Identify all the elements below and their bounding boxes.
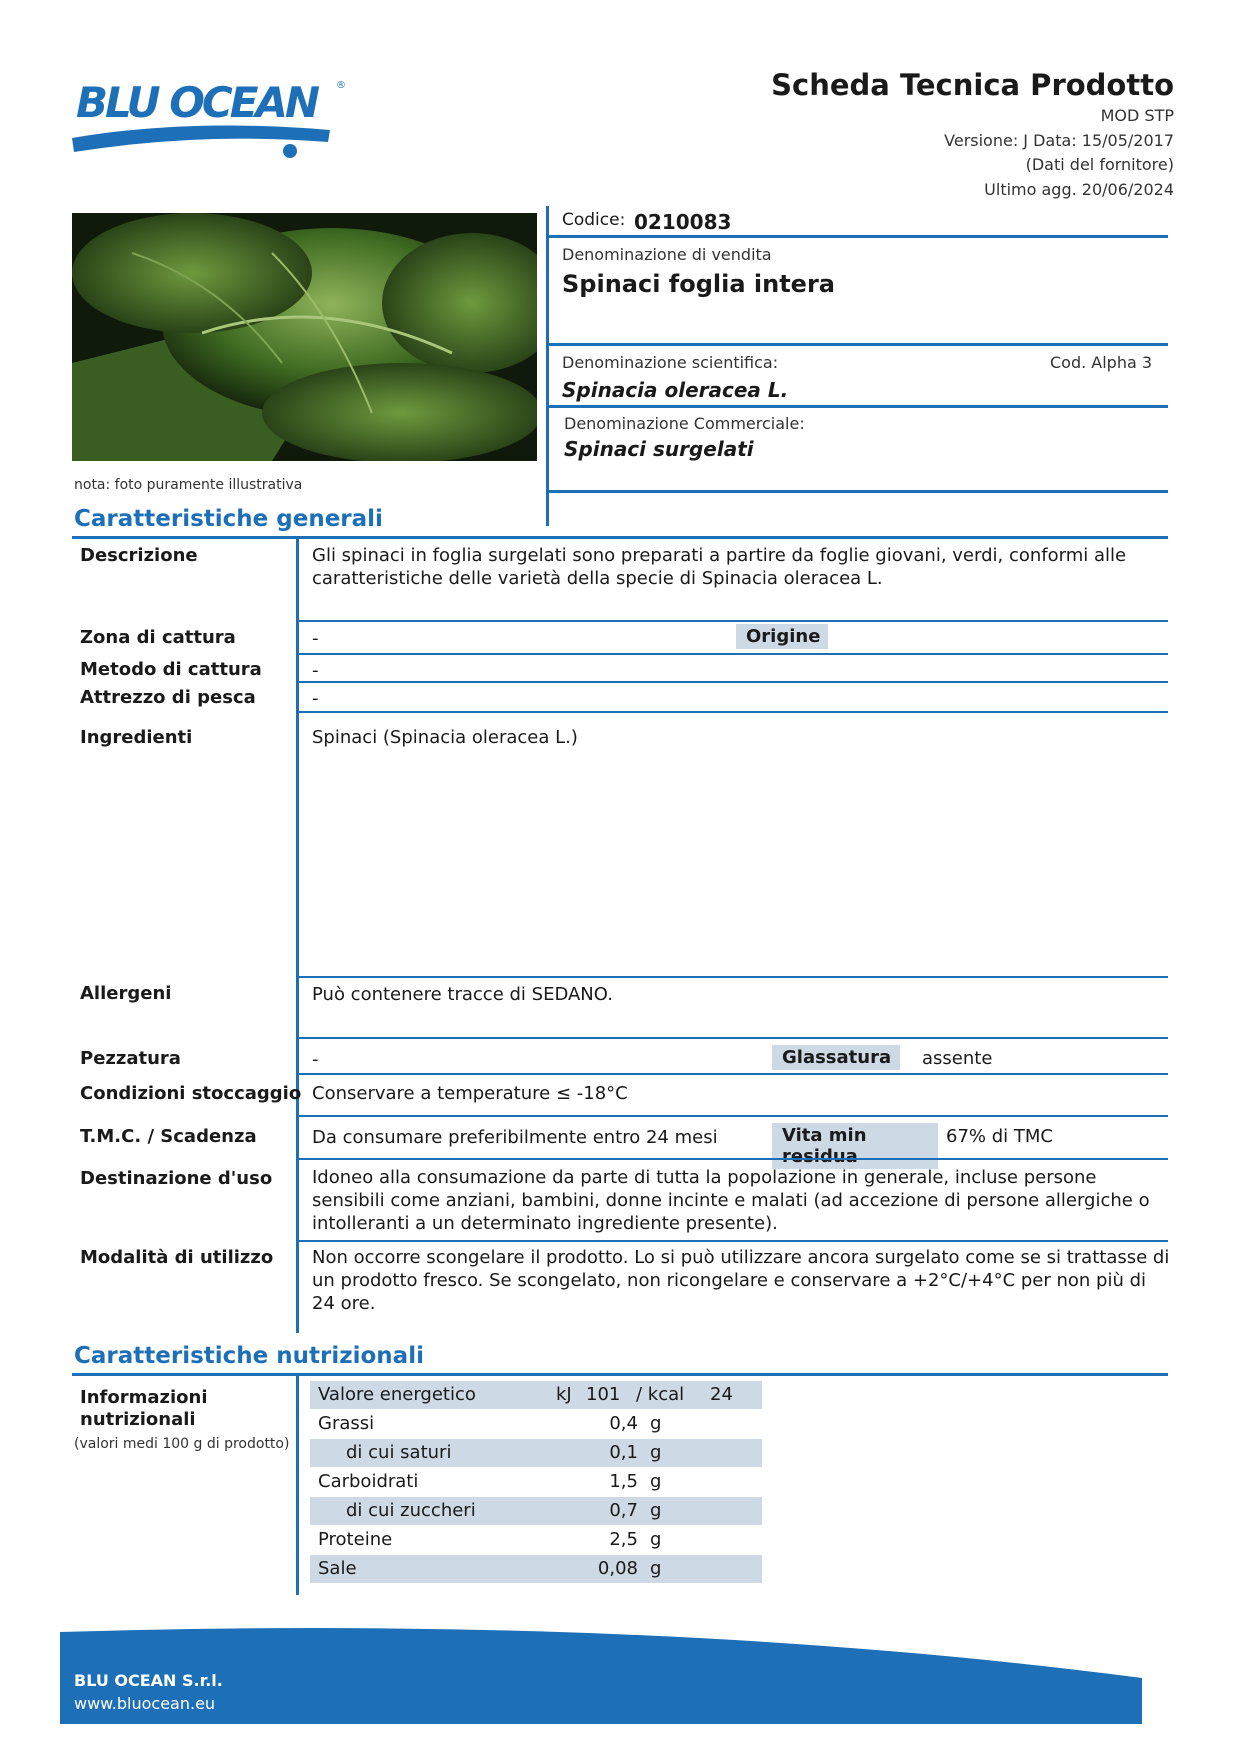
nutrient-name: Sale xyxy=(318,1558,357,1579)
supplier-note: (Dati del fornitore) xyxy=(1025,155,1174,174)
last-update: Ultimo agg. 20/06/2024 xyxy=(984,180,1174,199)
scientific-name-label: Denominazione scientifica: xyxy=(562,353,779,372)
code-label: Codice: xyxy=(562,210,626,230)
value-vita-min-residua: 67% di TMC xyxy=(946,1126,1053,1147)
version-date: Versione: J Data: 15/05/2017 xyxy=(944,131,1174,150)
energy-kj-label: kJ xyxy=(556,1384,572,1405)
nutrition-row xyxy=(310,1526,762,1554)
value-allergeni: Può contenere tracce di SEDANO. xyxy=(312,984,613,1005)
nutrient-name: di cui saturi xyxy=(346,1442,452,1463)
nutrition-row xyxy=(310,1410,762,1438)
product-code: 0210083 xyxy=(634,210,732,234)
logo-registered-mark: ® xyxy=(336,80,346,91)
nutrient-name: Carboidrati xyxy=(318,1471,419,1492)
alpha3-label: Cod. Alpha 3 xyxy=(1050,353,1153,372)
nutrient-unit: g xyxy=(650,1471,662,1492)
label-zona-cattura: Zona di cattura xyxy=(80,627,236,648)
label-ingredienti: Ingredienti xyxy=(80,727,193,748)
nutrient-value: 1,5 xyxy=(609,1471,638,1492)
label-modalita-utilizzo: Modalità di utilizzo xyxy=(80,1247,274,1268)
energy-kcal-value: 24 xyxy=(710,1384,733,1405)
nutrient-unit: g xyxy=(650,1558,662,1579)
nutrient-unit: g xyxy=(650,1500,662,1521)
value-pezzatura: - xyxy=(312,1049,319,1070)
document-title: Scheda Tecnica Prodotto xyxy=(771,68,1174,102)
label-metodo-cattura: Metodo di cattura xyxy=(80,659,262,680)
sales-name: Spinaci foglia intera xyxy=(562,270,835,298)
nutrient-name: di cui zuccheri xyxy=(346,1500,476,1521)
section-title-nutrition: Caratteristiche nutrizionali xyxy=(74,1343,424,1369)
label-attrezzo-pesca: Attrezzo di pesca xyxy=(80,687,256,708)
label-condizioni-stoccaggio: Condizioni stoccaggio xyxy=(80,1083,302,1104)
nutrient-name: Proteine xyxy=(318,1529,393,1550)
value-descrizione: Gli spinaci in foglia surgelati sono preparati a partire da foglie giovani, verdi, conformi alle caratteristiche delle varietà della specie di Spinacia oleracea L. xyxy=(312,545,1127,589)
sales-name-label: Denominazione di vendita xyxy=(562,245,772,264)
value-condizioni-stoccaggio: Conservare a temperature ≤ -18°C xyxy=(312,1083,628,1104)
nutrient-unit: g xyxy=(650,1413,662,1434)
commercial-name: Spinaci surgelati xyxy=(564,437,754,461)
value-zona-cattura: - xyxy=(312,628,319,649)
nutrition-label-line2: nutrizionali xyxy=(80,1409,196,1430)
energy-name: Valore energetico xyxy=(318,1384,476,1405)
nutrient-value: 0,4 xyxy=(609,1413,638,1434)
general-table-divider xyxy=(296,538,299,1333)
footer-company: BLU OCEAN S.r.l. xyxy=(74,1671,223,1690)
value-glassatura: assente xyxy=(922,1048,993,1069)
commercial-name-label: Denominazione Commerciale: xyxy=(564,414,805,433)
label-allergeni: Allergeni xyxy=(80,983,172,1004)
label-descrizione: Descrizione xyxy=(80,545,198,566)
product-box-divider xyxy=(546,206,549,526)
nutrition-row xyxy=(310,1497,762,1525)
label-tmc-scadenza: T.M.C. / Scadenza xyxy=(80,1126,257,1147)
nutrient-value: 0,08 xyxy=(597,1558,638,1579)
logo-text: BLU OCEAN xyxy=(76,78,318,127)
vita-min-residua-tag: Vita min residua xyxy=(772,1123,938,1169)
energy-kj-value: 101 xyxy=(586,1384,621,1405)
value-metodo-cattura: - xyxy=(312,660,319,681)
nutrient-value: 2,5 xyxy=(609,1529,638,1550)
glassatura-tag: Glassatura xyxy=(772,1045,900,1070)
nutrient-value: 0,7 xyxy=(609,1500,638,1521)
label-pezzatura: Pezzatura xyxy=(80,1048,181,1069)
nutrition-row-energy xyxy=(310,1381,762,1409)
product-photo xyxy=(72,213,537,461)
energy-kcal-label: / kcal xyxy=(636,1384,685,1405)
nutrition-label-line1: Informazioni xyxy=(80,1387,208,1408)
footer-website[interactable]: www.bluocean.eu xyxy=(74,1694,216,1713)
nutrition-table-divider xyxy=(296,1375,299,1595)
nutrition-row xyxy=(310,1555,762,1583)
label-destinazione-uso: Destinazione d'uso xyxy=(80,1168,273,1189)
section-title-general: Caratteristiche generali xyxy=(74,506,383,532)
nutrient-unit: g xyxy=(650,1529,662,1550)
nutrition-label-note: (valori medi 100 g di prodotto) xyxy=(74,1436,290,1452)
value-destinazione-uso: Idoneo alla consumazione da parte di tutta la popolazione in generale, incluse persone sensibili come anziani, bambini, donne incinte e malati (ad accezione di persone allergiche o intolleranti a un determinato ingrediente presente). xyxy=(312,1167,1150,1234)
value-modalita-utilizzo: Non occorre scongelare il prodotto. Lo si può utilizzare ancora surgelato come se si trattasse di un prodotto fresco. Se scongelato, non ricongelare e conservare a +2°C/+4°C per non più di 24 ore. xyxy=(312,1247,1170,1314)
origine-tag: Origine xyxy=(736,624,828,649)
company-logo xyxy=(70,78,360,168)
nutrient-name: Grassi xyxy=(318,1413,375,1434)
value-attrezzo-pesca: - xyxy=(312,688,319,709)
nutrient-unit: g xyxy=(650,1442,662,1463)
nutrient-value: 0,1 xyxy=(609,1442,638,1463)
scientific-name: Spinacia oleracea L. xyxy=(562,378,789,402)
photo-note: nota: foto puramente illustrativa xyxy=(74,477,303,493)
module-code: MOD STP xyxy=(1100,106,1174,125)
value-tmc-scadenza: Da consumare preferibilmente entro 24 mesi xyxy=(312,1127,718,1148)
nutrition-row xyxy=(310,1468,762,1496)
value-ingredienti: Spinaci (Spinacia oleracea L.) xyxy=(312,727,578,748)
nutrition-row xyxy=(310,1439,762,1467)
